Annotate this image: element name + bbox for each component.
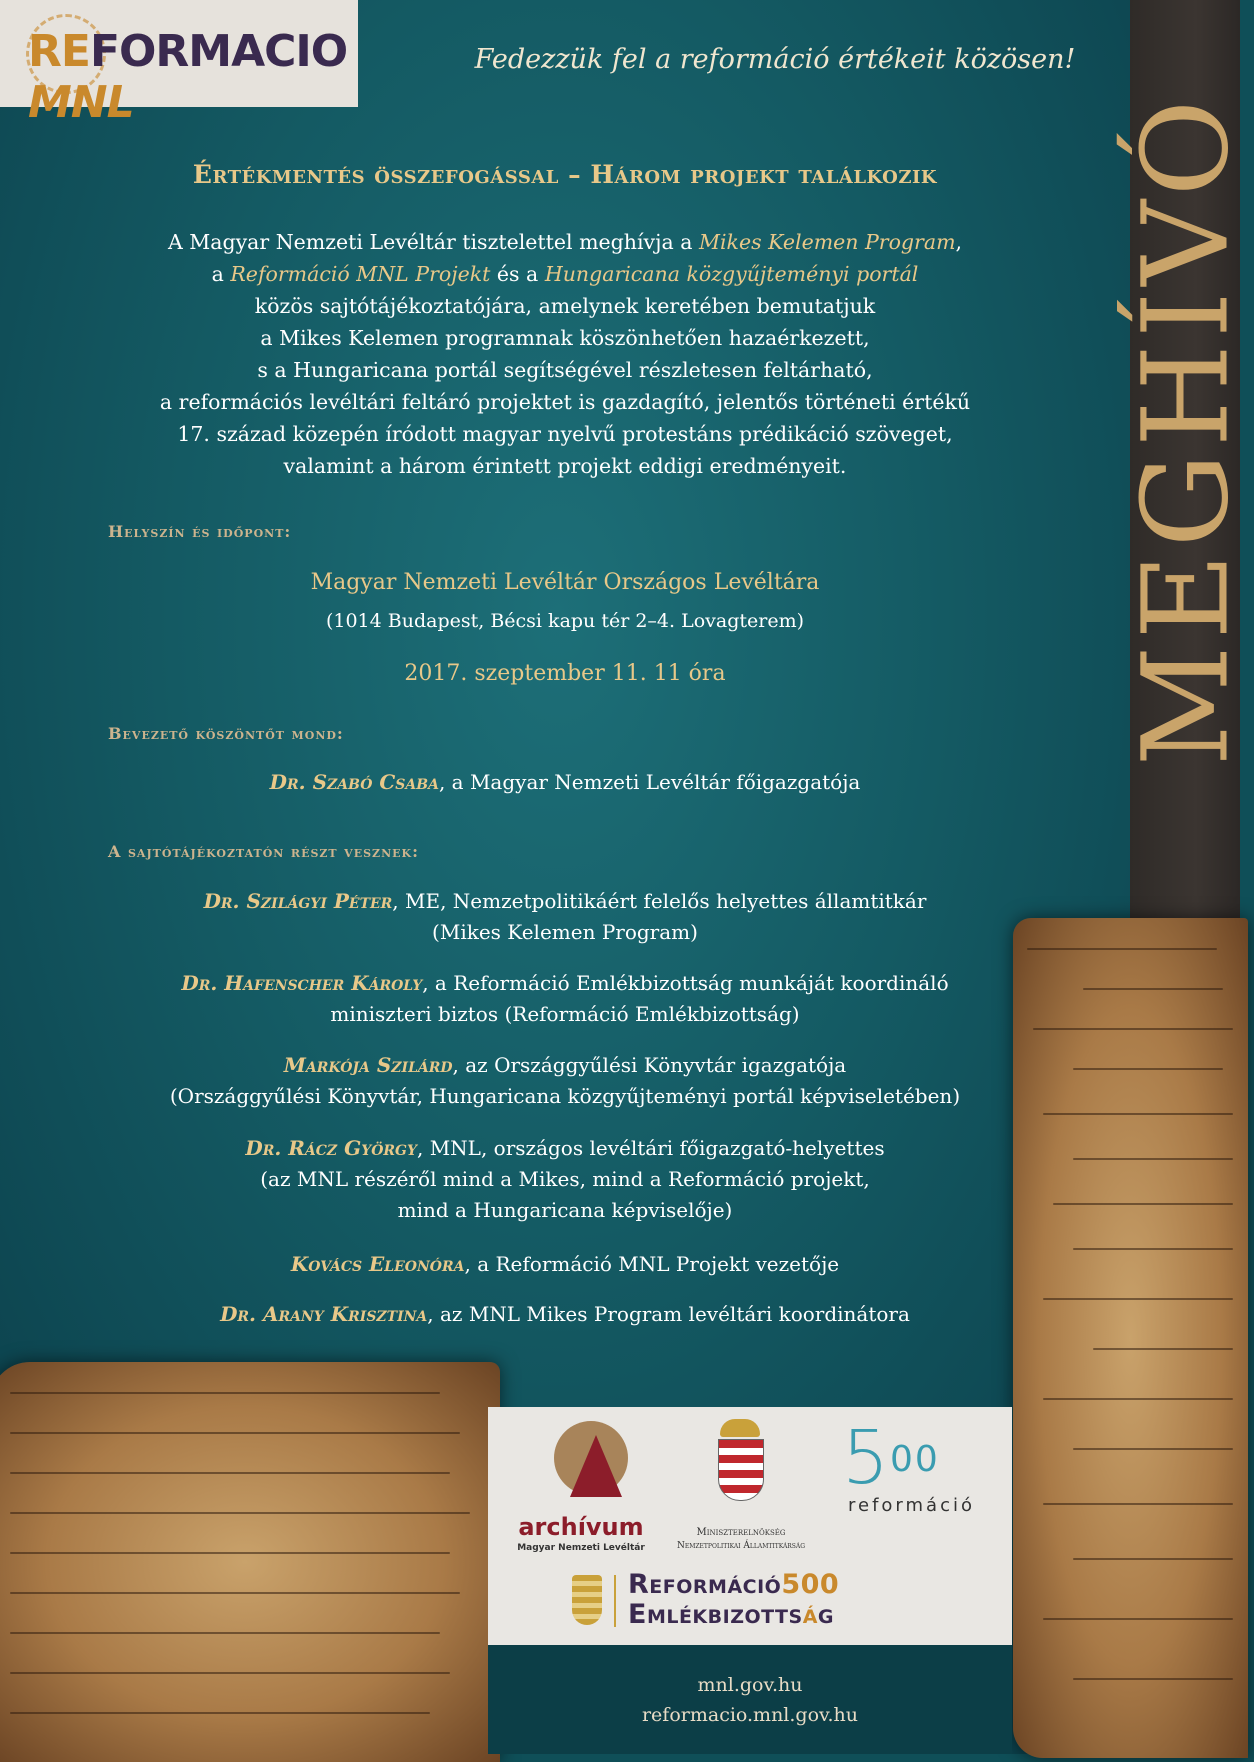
participant: Dr. Rácz György, MNL, országos levéltári főigazgató-helyettes (az MNL részéről mind a Mikes, mind a Reformáció projekt, mind a Hungaricana képviselője) <box>245 1136 885 1222</box>
reformacio-mnl-logo <box>0 0 358 128</box>
welcome-speaker: Dr. Szabó Csaba, a Magyar Nemzeti Levéltár főigazgatója <box>269 770 861 794</box>
mnl-url-link[interactable]: mnl.gov.hu <box>697 1674 803 1696</box>
participant: Dr. Hafenscher Károly, a Reformáció Emlékbizottság munkáját koordináló miniszteri biztos (Reformáció Emlékbizottság) <box>181 971 949 1026</box>
reformacio-url-link[interactable]: reformacio.mnl.gov.hu <box>641 1704 859 1726</box>
manuscript-image-right <box>1013 918 1248 1758</box>
participant: Dr. Arany Krisztina, az MNL Mikes Program levéltári koordinátora <box>220 1302 910 1326</box>
event-date: 2017. szeptember 11. 11 óra <box>404 661 726 686</box>
welcome-label: Bevezető köszöntőt mond: <box>108 724 344 743</box>
manuscript-image-left <box>0 1362 500 1762</box>
ministry-logo: Miniszterelnökség Nemzetpolitikai Államtitkárság <box>666 1419 816 1559</box>
crest-icon <box>572 1575 602 1625</box>
archivum-logo: archívum Magyar Nemzeti Levéltár <box>506 1421 656 1561</box>
archivum-a-icon <box>570 1435 622 1497</box>
sponsor-logos <box>488 1407 1012 1645</box>
footer-links <box>488 1670 1012 1730</box>
location-label: Helyszín és időpont: <box>108 522 292 541</box>
coat-of-arms-icon <box>718 1439 764 1501</box>
venue: Magyar Nemzeti Levéltár Országos Levéltára <box>310 570 820 595</box>
divider <box>614 1575 616 1627</box>
side-title: MEGHÍVÓ <box>1116 93 1254 767</box>
participants-label: A sajtótájékoztatón részt vesznek: <box>108 842 419 861</box>
participant: Dr. Szilágyi Péter, ME, Nemzetpolitikáért felelős helyettes államtitkár (Mikes Kelemen Program) <box>203 889 927 944</box>
reformacio-500-logo: 5 00 reformáció <box>842 1415 975 1516</box>
intro-text: A Magyar Nemzeti Levéltár tisztelettel meghívja a Mikes Kelemen Program, a Reformáció MNL Projekt és a Hungaricana közgyűjteményi portál közös sajtótájékoztatójára, amelynek keretében bemutatjuk a Mikes Kelemen programnak köszönhetően hazaérkezett, s a Hungaricana portál segítségével részletesen feltárható, a reformációs levéltári feltáró projektet is gazdagító, jelentős történeti értékű 17. század közepén íródott magyar nyelvű protestáns prédikáció szöveget, valamint a három érintett projekt eddigi eredményeit. <box>159 230 971 478</box>
participant: Markója Szilárd, az Országgyűlési Könyvtár igazgatója (Országgyűlési Könyvtár, Hungaricana közgyűjteményi portál képviseletében) <box>169 1053 961 1108</box>
participant: Kovács Eleonóra, a Reformáció MNL Projekt vezetője <box>290 1252 840 1276</box>
event-title: Értékmentés összefogással – Három projekt találkozik <box>192 160 938 189</box>
logo-text: REFORMACIO MNL <box>28 26 348 128</box>
crown-icon <box>720 1419 760 1437</box>
emlekbizottsag-logo: Reformáció500 Emlékbizottság <box>564 1569 944 1633</box>
tagline: Fedezzük fel a reformáció értékeit közösen! <box>474 44 1076 75</box>
address: (1014 Budapest, Bécsi kapu tér 2–4. Lovagterem) <box>325 610 805 632</box>
